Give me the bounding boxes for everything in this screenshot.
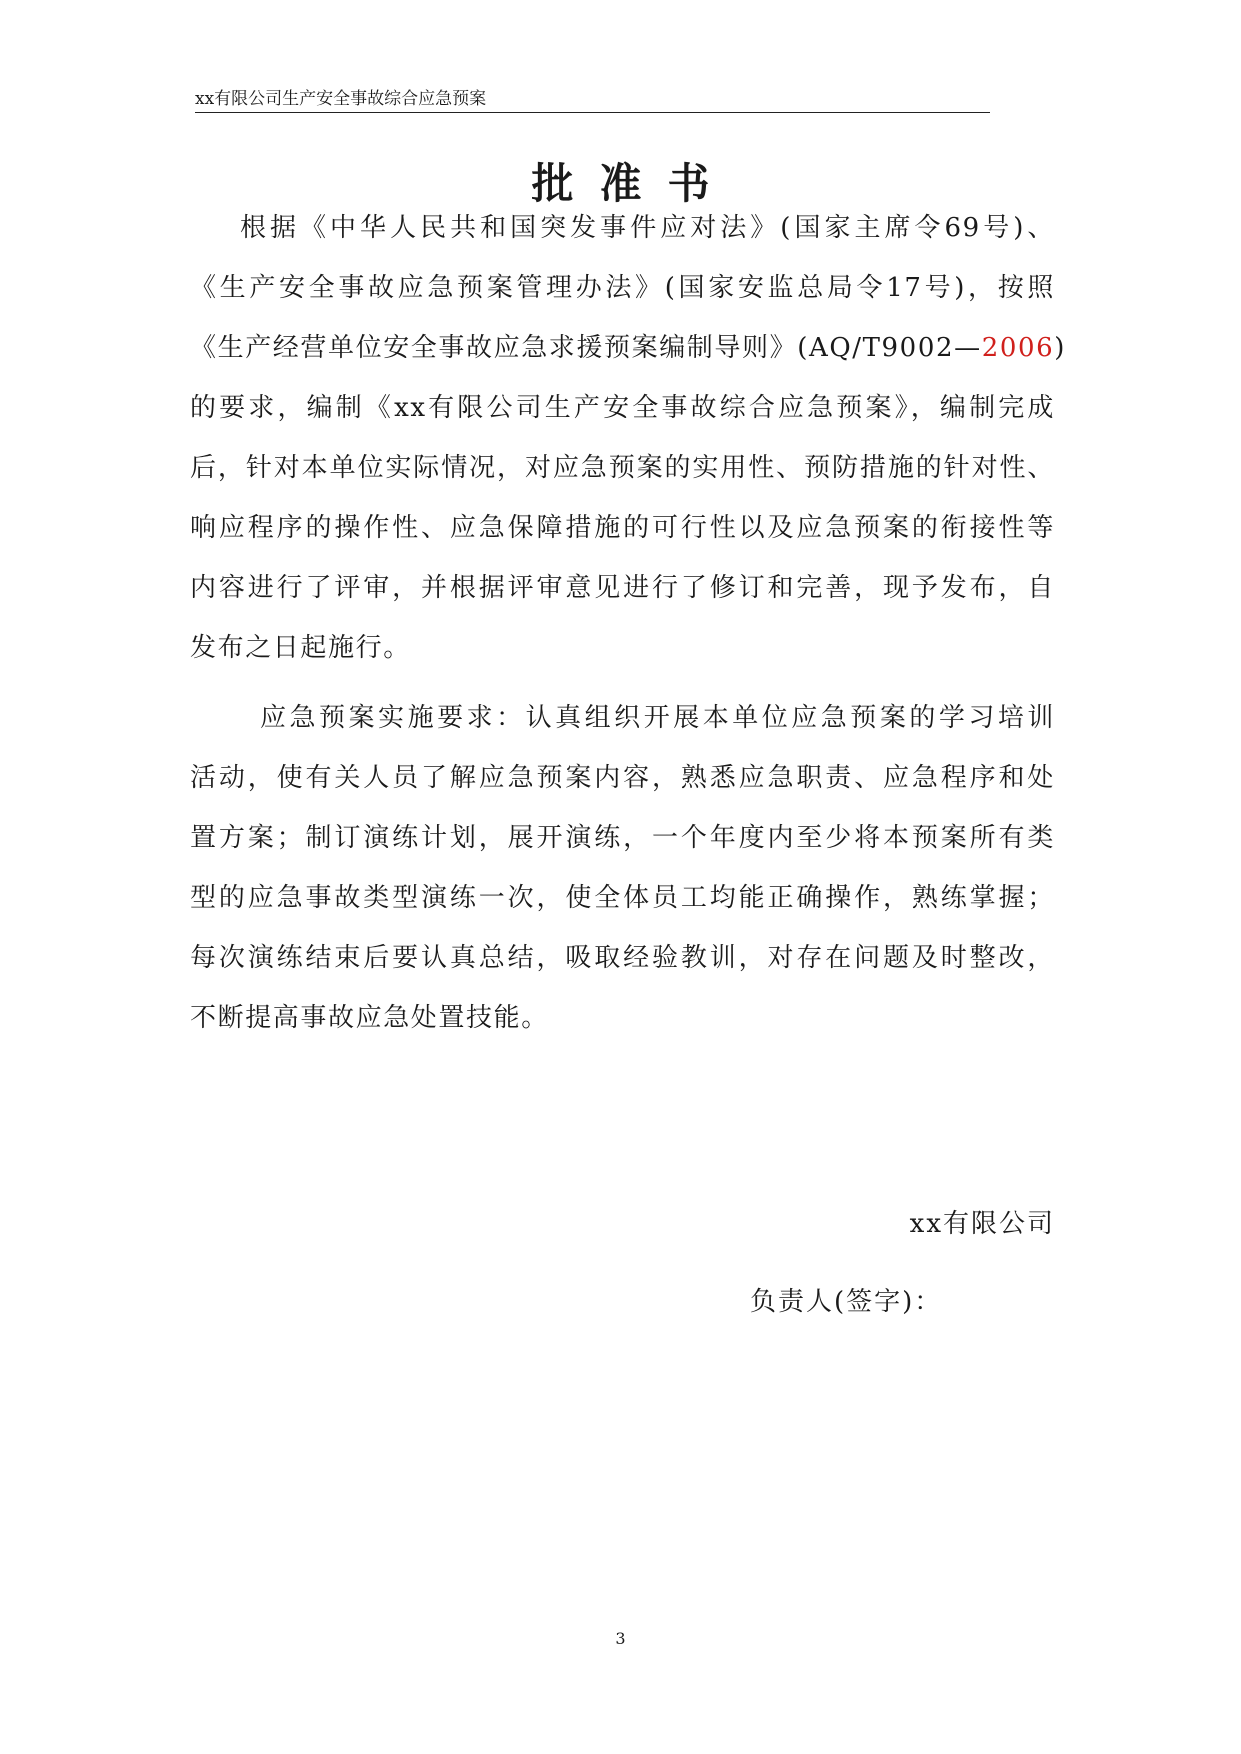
page-number: 3 — [615, 1629, 626, 1648]
signature-label: 负责人(签字)： — [750, 1287, 943, 1317]
paragraph2-line6: 不断提高事故应急处置技能。 — [190, 1003, 549, 1033]
paragraph1-line3-prefix: 《生产经营单位安全事故应急求援预案编制导则》(AQ/T9002— — [190, 333, 982, 363]
paragraph1-line1: 根据《中华人民共和国突发事件应对法》(国家主席令69号)、 — [240, 213, 1055, 243]
paragraph2-line1: 应急预案实施要求：认真组织开展本单位应急预案的学习培训 — [260, 703, 1055, 733]
paragraph2-line3: 置方案；制订演练计划，展开演练，一个年度内至少将本预案所有类 — [190, 823, 1055, 853]
page-title: 批准书 — [531, 159, 736, 208]
standard-year: 2006 — [981, 333, 1055, 363]
running-header: xx有限公司生产安全事故综合应急预案 — [195, 88, 990, 113]
paragraph1-line7: 内容进行了评审，并根据评审意见进行了修订和完善，现予发布，自 — [190, 573, 1055, 603]
paragraph1-line5: 后，针对本单位实际情况，对应急预案的实用性、预防措施的针对性、 — [190, 453, 1055, 483]
paragraph1-line8: 发布之日起施行。 — [190, 633, 411, 663]
paragraph2-line4: 型的应急事故类型演练一次，使全体员工均能正确操作，熟练掌握； — [190, 883, 1055, 913]
paragraph1-line4: 的要求，编制《xx有限公司生产安全事故综合应急预案》，编制完成 — [190, 393, 1055, 423]
paragraph1-line3-suffix: ) — [1054, 333, 1067, 363]
paragraph2-line5: 每次演练结束后要认真总结，吸取经验教训，对存在问题及时整改， — [190, 943, 1055, 973]
paragraph2-line2: 活动，使有关人员了解应急预案内容，熟悉应急职责、应急程序和处 — [190, 763, 1055, 793]
company-name: xx有限公司 — [909, 1209, 1055, 1239]
paragraph1-line6: 响应程序的操作性、应急保障措施的可行性以及应急预案的衔接性等 — [190, 513, 1055, 543]
paragraph1-line3 — [190, 326, 1067, 370]
paragraph1-line2: 《生产安全事故应急预案管理办法》(国家安监总局令17号)，按照 — [190, 273, 1055, 303]
